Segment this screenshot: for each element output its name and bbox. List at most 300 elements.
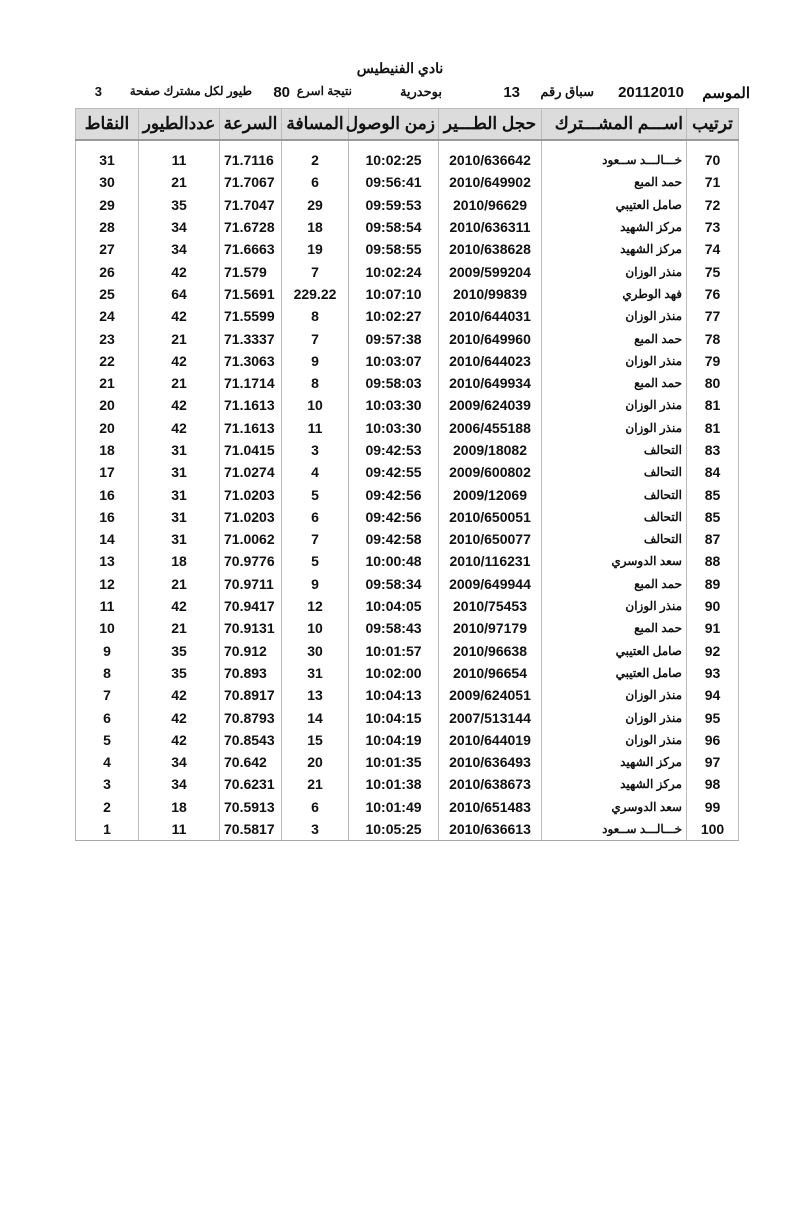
cell-ring: 2009/599204 xyxy=(439,260,542,282)
cell-points: 23 xyxy=(76,327,139,349)
cell-birds: 21 xyxy=(139,171,220,193)
cell-speed: 71.1613 xyxy=(220,394,282,416)
cell-speed: 71.6663 xyxy=(220,238,282,260)
cell-arrival: 10:02:27 xyxy=(349,305,439,327)
cell-speed: 70.9711 xyxy=(220,573,282,595)
cell-ring: 2009/12069 xyxy=(439,483,542,505)
cell-member: التحالف xyxy=(542,483,687,505)
table-row xyxy=(76,372,739,394)
cell-points: 7 xyxy=(76,684,139,706)
cell-rank: 71 xyxy=(687,171,739,193)
cell-points: 21 xyxy=(76,372,139,394)
cell-arrival: 09:58:55 xyxy=(349,238,439,260)
cell-distance: 5 xyxy=(282,483,349,505)
cell-member: التحالف xyxy=(542,439,687,461)
cell-arrival: 10:04:15 xyxy=(349,706,439,728)
cell-rank: 81 xyxy=(687,417,739,439)
cell-distance: 11 xyxy=(282,417,349,439)
race-label: سباق رقم xyxy=(540,84,594,99)
col-rank: ترتيب xyxy=(687,109,739,141)
cell-speed: 70.9417 xyxy=(220,595,282,617)
cell-arrival: 09:42:56 xyxy=(349,483,439,505)
col-distance: المسافة xyxy=(282,109,349,141)
cell-points: 17 xyxy=(76,461,139,483)
cell-points: 18 xyxy=(76,439,139,461)
spacer-cell xyxy=(282,140,349,149)
cell-member: حمد المبع xyxy=(542,573,687,595)
cell-distance: 9 xyxy=(282,573,349,595)
spacer-cell xyxy=(687,140,739,149)
race-info xyxy=(76,84,750,104)
table-row xyxy=(76,350,739,372)
cell-member: حمد المبع xyxy=(542,171,687,193)
cell-birds: 11 xyxy=(139,149,220,171)
cell-arrival: 10:02:25 xyxy=(349,149,439,171)
cell-ring: 2010/649902 xyxy=(439,171,542,193)
cell-arrival: 09:58:34 xyxy=(349,573,439,595)
table-row xyxy=(76,550,739,572)
cell-member: سعد الدوسري xyxy=(542,796,687,818)
cell-speed: 71.5691 xyxy=(220,283,282,305)
cell-points: 31 xyxy=(76,149,139,171)
cell-ring: 2010/636493 xyxy=(439,751,542,773)
cell-birds: 42 xyxy=(139,684,220,706)
spacer-cell xyxy=(220,140,282,149)
cell-distance: 2 xyxy=(282,149,349,171)
season-value: 20112010 xyxy=(618,84,684,101)
cell-rank: 93 xyxy=(687,662,739,684)
cell-birds: 21 xyxy=(139,372,220,394)
page-number: 3 xyxy=(94,84,102,99)
table-row xyxy=(76,662,739,684)
cell-birds: 18 xyxy=(139,796,220,818)
cell-ring: 2010/636642 xyxy=(439,149,542,171)
cell-speed: 70.642 xyxy=(220,751,282,773)
spacer-cell xyxy=(439,140,542,149)
cell-member: منذر الوزان xyxy=(542,260,687,282)
cell-distance: 14 xyxy=(282,706,349,728)
cell-arrival: 09:58:43 xyxy=(349,617,439,639)
cell-rank: 90 xyxy=(687,595,739,617)
cell-distance: 20 xyxy=(282,751,349,773)
cell-ring: 2010/650077 xyxy=(439,528,542,550)
cell-birds: 35 xyxy=(139,662,220,684)
cell-ring: 2010/644023 xyxy=(439,350,542,372)
cell-speed: 70.5913 xyxy=(220,796,282,818)
cell-distance: 6 xyxy=(282,796,349,818)
cell-birds: 35 xyxy=(139,194,220,216)
spacer-cell xyxy=(76,140,139,149)
col-member: اســـم المشـــترك xyxy=(542,109,687,141)
cell-member: منذر الوزان xyxy=(542,305,687,327)
table-row xyxy=(76,506,739,528)
cell-birds: 34 xyxy=(139,751,220,773)
results-table xyxy=(75,108,739,841)
cell-birds: 34 xyxy=(139,238,220,260)
cell-member: مركز الشهيد xyxy=(542,238,687,260)
cell-ring: 2010/636311 xyxy=(439,216,542,238)
table-row xyxy=(76,216,739,238)
table-row xyxy=(76,417,739,439)
cell-ring: 2010/636613 xyxy=(439,818,542,841)
cell-speed: 70.912 xyxy=(220,640,282,662)
cell-birds: 42 xyxy=(139,350,220,372)
cell-member: فهد الوطري xyxy=(542,283,687,305)
cell-rank: 81 xyxy=(687,394,739,416)
cell-speed: 70.5817 xyxy=(220,818,282,841)
cell-member: منذر الوزان xyxy=(542,706,687,728)
col-points: النقاط xyxy=(76,109,139,141)
table-row xyxy=(76,617,739,639)
cell-speed: 70.893 xyxy=(220,662,282,684)
result-count: 80 xyxy=(273,84,290,101)
table-row xyxy=(76,238,739,260)
cell-distance: 30 xyxy=(282,640,349,662)
cell-birds: 11 xyxy=(139,818,220,841)
cell-birds: 42 xyxy=(139,305,220,327)
cell-rank: 76 xyxy=(687,283,739,305)
cell-distance: 6 xyxy=(282,506,349,528)
cell-rank: 73 xyxy=(687,216,739,238)
cell-distance: 7 xyxy=(282,327,349,349)
cell-ring: 2009/624051 xyxy=(439,684,542,706)
cell-ring: 2010/638673 xyxy=(439,773,542,795)
cell-ring: 2009/649944 xyxy=(439,573,542,595)
cell-birds: 18 xyxy=(139,550,220,572)
cell-rank: 88 xyxy=(687,550,739,572)
cell-distance: 3 xyxy=(282,818,349,841)
cell-points: 2 xyxy=(76,796,139,818)
cell-arrival: 09:42:58 xyxy=(349,528,439,550)
cell-arrival: 10:01:38 xyxy=(349,773,439,795)
cell-distance: 9 xyxy=(282,350,349,372)
cell-arrival: 09:57:38 xyxy=(349,327,439,349)
cell-member: مركز الشهيد xyxy=(542,773,687,795)
spacer-cell xyxy=(139,140,220,149)
cell-points: 24 xyxy=(76,305,139,327)
cell-birds: 42 xyxy=(139,417,220,439)
cell-points: 14 xyxy=(76,528,139,550)
table-row xyxy=(76,439,739,461)
cell-speed: 70.8917 xyxy=(220,684,282,706)
cell-speed: 71.1613 xyxy=(220,417,282,439)
cell-ring: 2009/18082 xyxy=(439,439,542,461)
table-row xyxy=(76,461,739,483)
cell-distance: 15 xyxy=(282,729,349,751)
cell-birds: 21 xyxy=(139,327,220,349)
cell-member: مركز الشهيد xyxy=(542,751,687,773)
spacer-row xyxy=(76,140,739,149)
cell-speed: 71.1714 xyxy=(220,372,282,394)
cell-distance: 4 xyxy=(282,461,349,483)
cell-distance: 21 xyxy=(282,773,349,795)
table-row xyxy=(76,573,739,595)
cell-rank: 75 xyxy=(687,260,739,282)
cell-points: 10 xyxy=(76,617,139,639)
cell-points: 4 xyxy=(76,751,139,773)
cell-distance: 10 xyxy=(282,617,349,639)
table-row xyxy=(76,640,739,662)
cell-ring: 2010/96629 xyxy=(439,194,542,216)
table-row xyxy=(76,260,739,282)
cell-distance: 7 xyxy=(282,260,349,282)
result-label: نتيجة اسرع xyxy=(296,84,352,98)
cell-points: 3 xyxy=(76,773,139,795)
cell-arrival: 09:42:56 xyxy=(349,506,439,528)
cell-points: 22 xyxy=(76,350,139,372)
cell-birds: 42 xyxy=(139,260,220,282)
cell-ring: 2010/644019 xyxy=(439,729,542,751)
cell-birds: 31 xyxy=(139,439,220,461)
cell-ring: 2009/624039 xyxy=(439,394,542,416)
cell-distance: 10 xyxy=(282,394,349,416)
cell-points: 28 xyxy=(76,216,139,238)
cell-rank: 99 xyxy=(687,796,739,818)
cell-distance: 29 xyxy=(282,194,349,216)
cell-member: التحالف xyxy=(542,506,687,528)
cell-speed: 71.3337 xyxy=(220,327,282,349)
cell-points: 30 xyxy=(76,171,139,193)
cell-member: منذر الوزان xyxy=(542,394,687,416)
cell-arrival: 10:03:30 xyxy=(349,394,439,416)
cell-birds: 21 xyxy=(139,573,220,595)
cell-speed: 71.579 xyxy=(220,260,282,282)
cell-birds: 42 xyxy=(139,394,220,416)
cell-birds: 64 xyxy=(139,283,220,305)
cell-distance: 229.22 xyxy=(282,283,349,305)
cell-ring: 2010/97179 xyxy=(439,617,542,639)
cell-birds: 31 xyxy=(139,506,220,528)
cell-arrival: 10:03:07 xyxy=(349,350,439,372)
cell-speed: 71.0062 xyxy=(220,528,282,550)
table-row xyxy=(76,149,739,171)
table-row xyxy=(76,706,739,728)
table-row xyxy=(76,171,739,193)
cell-member: منذر الوزان xyxy=(542,684,687,706)
cell-speed: 70.8543 xyxy=(220,729,282,751)
cell-arrival: 10:02:24 xyxy=(349,260,439,282)
cell-points: 5 xyxy=(76,729,139,751)
cell-points: 16 xyxy=(76,483,139,505)
cell-member: منذر الوزان xyxy=(542,350,687,372)
cell-birds: 31 xyxy=(139,483,220,505)
cell-rank: 97 xyxy=(687,751,739,773)
cell-arrival: 09:58:54 xyxy=(349,216,439,238)
cell-member: مركز الشهيد xyxy=(542,216,687,238)
cell-rank: 96 xyxy=(687,729,739,751)
cell-rank: 85 xyxy=(687,483,739,505)
cell-points: 1 xyxy=(76,818,139,841)
cell-arrival: 10:01:57 xyxy=(349,640,439,662)
table-row xyxy=(76,818,739,841)
cell-speed: 71.7067 xyxy=(220,171,282,193)
cell-member: التحالف xyxy=(542,528,687,550)
cell-distance: 6 xyxy=(282,171,349,193)
cell-arrival: 10:04:19 xyxy=(349,729,439,751)
cell-ring: 2010/649960 xyxy=(439,327,542,349)
cell-rank: 70 xyxy=(687,149,739,171)
cell-rank: 77 xyxy=(687,305,739,327)
cell-member: منذر الوزان xyxy=(542,417,687,439)
cell-ring: 2007/513144 xyxy=(439,706,542,728)
cell-ring: 2009/600802 xyxy=(439,461,542,483)
table-row xyxy=(76,751,739,773)
cell-member: حمد المبع xyxy=(542,617,687,639)
cell-speed: 71.0274 xyxy=(220,461,282,483)
cell-ring: 2010/638628 xyxy=(439,238,542,260)
cell-distance: 31 xyxy=(282,662,349,684)
cell-speed: 71.7116 xyxy=(220,149,282,171)
cell-rank: 89 xyxy=(687,573,739,595)
cell-rank: 83 xyxy=(687,439,739,461)
cell-distance: 19 xyxy=(282,238,349,260)
cell-rank: 98 xyxy=(687,773,739,795)
cell-distance: 13 xyxy=(282,684,349,706)
cell-arrival: 09:58:03 xyxy=(349,372,439,394)
cell-points: 25 xyxy=(76,283,139,305)
cell-arrival: 10:03:30 xyxy=(349,417,439,439)
cell-arrival: 09:42:55 xyxy=(349,461,439,483)
cell-arrival: 10:05:25 xyxy=(349,818,439,841)
cell-member: حمد المبع xyxy=(542,327,687,349)
cell-member: منذر الوزان xyxy=(542,595,687,617)
cell-ring: 2010/75453 xyxy=(439,595,542,617)
cell-birds: 35 xyxy=(139,640,220,662)
cell-birds: 21 xyxy=(139,617,220,639)
cell-birds: 42 xyxy=(139,729,220,751)
cell-birds: 31 xyxy=(139,461,220,483)
cell-points: 20 xyxy=(76,394,139,416)
cell-distance: 3 xyxy=(282,439,349,461)
col-ring: حجل الطـــير xyxy=(439,109,542,141)
race-number: 13 xyxy=(503,84,520,101)
cell-birds: 42 xyxy=(139,595,220,617)
cell-ring: 2006/455188 xyxy=(439,417,542,439)
cell-distance: 8 xyxy=(282,305,349,327)
cell-speed: 71.0415 xyxy=(220,439,282,461)
cell-ring: 2010/650051 xyxy=(439,506,542,528)
cell-points: 29 xyxy=(76,194,139,216)
cell-distance: 5 xyxy=(282,550,349,572)
table-row xyxy=(76,394,739,416)
cell-rank: 84 xyxy=(687,461,739,483)
cell-rank: 74 xyxy=(687,238,739,260)
cell-birds: 31 xyxy=(139,528,220,550)
cell-ring: 2010/651483 xyxy=(439,796,542,818)
cell-speed: 71.5599 xyxy=(220,305,282,327)
cell-rank: 85 xyxy=(687,506,739,528)
cell-ring: 2010/96654 xyxy=(439,662,542,684)
cell-arrival: 10:07:10 xyxy=(349,283,439,305)
cell-arrival: 10:01:35 xyxy=(349,751,439,773)
cell-ring: 2010/116231 xyxy=(439,550,542,572)
club-title: نادي الفنيطيس xyxy=(356,60,444,76)
table-header xyxy=(76,109,739,141)
spacer-cell xyxy=(349,140,439,149)
col-birds: عددالطيور xyxy=(139,109,220,141)
cell-rank: 92 xyxy=(687,640,739,662)
cell-points: 6 xyxy=(76,706,139,728)
table-row xyxy=(76,305,739,327)
cell-birds: 34 xyxy=(139,216,220,238)
table-row xyxy=(76,729,739,751)
col-speed: السرعة xyxy=(220,109,282,141)
cell-rank: 100 xyxy=(687,818,739,841)
cell-arrival: 10:04:05 xyxy=(349,595,439,617)
cell-points: 16 xyxy=(76,506,139,528)
cell-points: 20 xyxy=(76,417,139,439)
cell-member: صامل العتيبي xyxy=(542,640,687,662)
cell-member: خـــالـــد ســعود xyxy=(542,818,687,841)
cell-member: منذر الوزان xyxy=(542,729,687,751)
cell-distance: 8 xyxy=(282,372,349,394)
spacer-cell xyxy=(542,140,687,149)
cell-arrival: 09:59:53 xyxy=(349,194,439,216)
cell-speed: 70.8793 xyxy=(220,706,282,728)
cell-points: 13 xyxy=(76,550,139,572)
cell-speed: 70.9776 xyxy=(220,550,282,572)
cell-rank: 80 xyxy=(687,372,739,394)
table-row xyxy=(76,528,739,550)
cell-points: 12 xyxy=(76,573,139,595)
cell-rank: 79 xyxy=(687,350,739,372)
cell-member: سعد الدوسري xyxy=(542,550,687,572)
cell-speed: 70.6231 xyxy=(220,773,282,795)
cell-arrival: 10:00:48 xyxy=(349,550,439,572)
cell-rank: 72 xyxy=(687,194,739,216)
per-member-label: طيور لكل مشترك صفحة xyxy=(129,84,252,98)
table-row xyxy=(76,194,739,216)
cell-arrival: 10:02:00 xyxy=(349,662,439,684)
cell-birds: 42 xyxy=(139,706,220,728)
table-row xyxy=(76,773,739,795)
cell-arrival: 10:01:49 xyxy=(349,796,439,818)
cell-ring: 2010/96638 xyxy=(439,640,542,662)
cell-ring: 2010/649934 xyxy=(439,372,542,394)
cell-arrival: 09:42:53 xyxy=(349,439,439,461)
cell-speed: 70.9131 xyxy=(220,617,282,639)
cell-birds: 34 xyxy=(139,773,220,795)
cell-points: 8 xyxy=(76,662,139,684)
cell-rank: 87 xyxy=(687,528,739,550)
table-row xyxy=(76,595,739,617)
cell-distance: 18 xyxy=(282,216,349,238)
cell-speed: 71.0203 xyxy=(220,483,282,505)
cell-rank: 91 xyxy=(687,617,739,639)
cell-speed: 71.0203 xyxy=(220,506,282,528)
table-row xyxy=(76,796,739,818)
cell-speed: 71.3063 xyxy=(220,350,282,372)
cell-distance: 7 xyxy=(282,528,349,550)
col-arrival: زمن الوصول xyxy=(349,109,439,141)
cell-arrival: 09:56:41 xyxy=(349,171,439,193)
cell-rank: 95 xyxy=(687,706,739,728)
cell-arrival: 10:04:13 xyxy=(349,684,439,706)
cell-rank: 94 xyxy=(687,684,739,706)
cell-points: 11 xyxy=(76,595,139,617)
cell-member: حمد المبع xyxy=(542,372,687,394)
table-row xyxy=(76,684,739,706)
table-row xyxy=(76,327,739,349)
cell-distance: 12 xyxy=(282,595,349,617)
cell-member: خـــالـــد ســعود xyxy=(542,149,687,171)
cell-member: صامل العتيبي xyxy=(542,662,687,684)
cell-speed: 71.6728 xyxy=(220,216,282,238)
cell-points: 27 xyxy=(76,238,139,260)
cell-speed: 71.7047 xyxy=(220,194,282,216)
table-row xyxy=(76,483,739,505)
season-label: الموسم xyxy=(702,85,750,102)
